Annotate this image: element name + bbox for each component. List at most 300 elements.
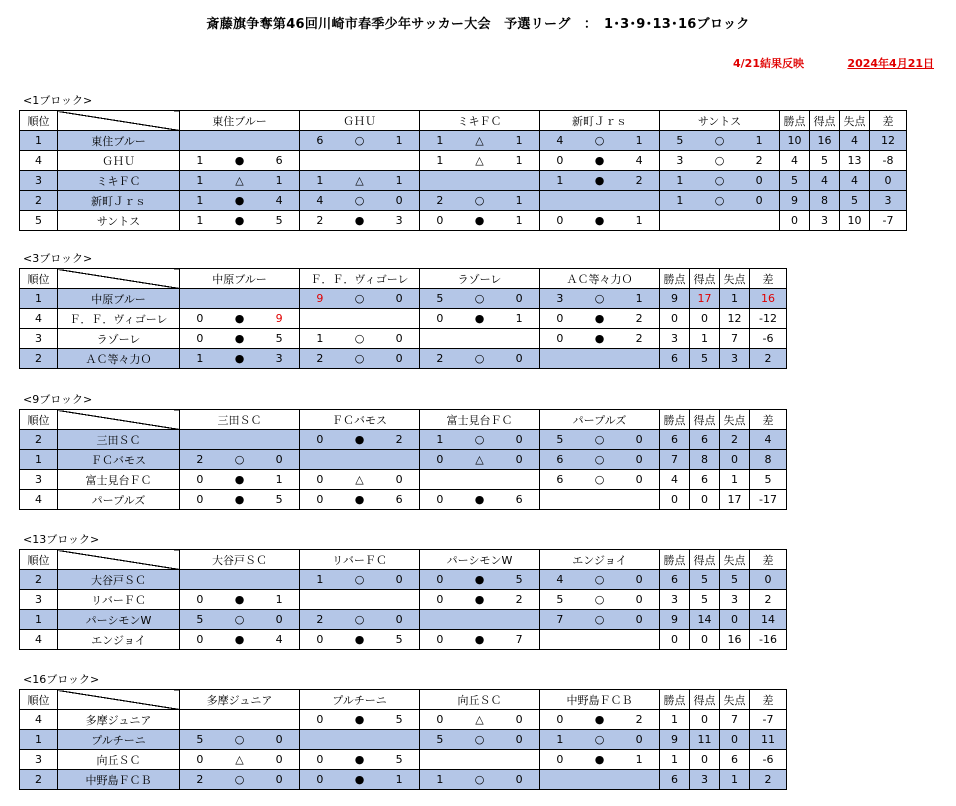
score-own: 0 — [436, 214, 444, 227]
diff-cell: 16 — [750, 289, 787, 309]
diff-cell: 5 — [750, 470, 787, 490]
score-own: 0 — [196, 312, 204, 325]
points-cell: 1 — [660, 710, 690, 730]
result-mark: ● — [354, 214, 365, 227]
match-result-cell — [420, 151, 540, 171]
score-opponent: 0 — [395, 473, 403, 486]
match-result-cell — [540, 289, 660, 309]
match-result-cell — [180, 191, 300, 211]
goals-for-cell: 0 — [690, 309, 720, 329]
diff-cell: -16 — [750, 630, 787, 650]
result-mark: ○ — [354, 194, 365, 207]
rank-header: 順位 — [20, 550, 58, 570]
table-row — [20, 191, 907, 211]
block-label: <1ブロック> — [23, 94, 93, 107]
match-result-cell — [540, 470, 660, 490]
points-cell: 9 — [660, 289, 690, 309]
match-result-cell — [180, 450, 300, 470]
team-column-header: サントス — [660, 111, 780, 131]
match-result-cell — [420, 630, 540, 650]
score-own: 2 — [316, 613, 324, 626]
corner-cell — [58, 269, 180, 289]
table-row — [20, 590, 787, 610]
score-opponent: 0 — [635, 593, 643, 606]
score-own: 1 — [196, 154, 204, 167]
score-own: 1 — [196, 194, 204, 207]
result-mark: △ — [355, 174, 364, 187]
result-mark: ● — [234, 154, 245, 167]
score-own: 0 — [196, 493, 204, 506]
result-mark: ○ — [474, 352, 485, 365]
header-row — [20, 111, 907, 131]
goals-against-cell: 7 — [720, 710, 750, 730]
result-mark: ○ — [594, 292, 605, 305]
result-mark: ● — [594, 154, 605, 167]
match-result-cell — [300, 131, 420, 151]
score-own: 1 — [196, 174, 204, 187]
table-row — [20, 610, 787, 630]
score-opponent: 0 — [395, 194, 403, 207]
score-own: 2 — [196, 773, 204, 786]
score-opponent: 5 — [515, 573, 523, 586]
result-mark: ○ — [474, 433, 485, 446]
points-cell: 9 — [660, 610, 690, 630]
goals-against-cell: 1 — [720, 289, 750, 309]
match-result-cell — [180, 329, 300, 349]
result-mark: ○ — [354, 573, 365, 586]
team-name-cell: 中原ブルー — [58, 289, 180, 309]
team-column-header: 富士見台ＦＣ — [420, 410, 540, 430]
diff-cell: -7 — [750, 710, 787, 730]
result-mark: ○ — [354, 134, 365, 147]
goals-for-header: 得点 — [690, 690, 720, 710]
result-mark: ○ — [354, 352, 365, 365]
score-opponent: 1 — [635, 753, 643, 766]
points-cell: 6 — [660, 430, 690, 450]
self-match-cell — [300, 450, 420, 470]
score-opponent: 1 — [275, 174, 283, 187]
match-result-cell — [420, 289, 540, 309]
team-name-cell: 新町Ｊｒｓ — [58, 191, 180, 211]
score-opponent: 0 — [515, 433, 523, 446]
score-own: 6 — [556, 453, 564, 466]
table-row — [20, 430, 787, 450]
header-row — [20, 269, 787, 289]
match-result-cell — [180, 770, 300, 790]
score-opponent: 0 — [515, 713, 523, 726]
result-mark: ● — [474, 573, 485, 586]
score-opponent: 2 — [635, 713, 643, 726]
points-cell: 4 — [660, 470, 690, 490]
goals-for-cell: 1 — [690, 329, 720, 349]
team-column-header: ＦＣバモス — [300, 410, 420, 430]
result-mark: △ — [475, 713, 484, 726]
score-own: 6 — [556, 473, 564, 486]
table-row — [20, 450, 787, 470]
self-match-cell — [660, 211, 780, 231]
league-table — [19, 409, 787, 510]
table-row — [20, 329, 787, 349]
self-match-cell — [180, 570, 300, 590]
table-row — [20, 630, 787, 650]
match-result-cell — [180, 171, 300, 191]
score-own: 1 — [436, 134, 444, 147]
goals-against-cell: 1 — [720, 770, 750, 790]
score-own: 4 — [556, 573, 564, 586]
points-cell: 6 — [660, 770, 690, 790]
score-own: 1 — [556, 733, 564, 746]
result-mark: ● — [594, 753, 605, 766]
match-result-cell — [300, 710, 420, 730]
result-mark: ○ — [234, 613, 245, 626]
goals-against-cell: 6 — [720, 750, 750, 770]
team-name-cell: ＧＨＵ — [58, 151, 180, 171]
corner-cell — [58, 410, 180, 430]
goals-for-cell: 14 — [690, 610, 720, 630]
score-own: 1 — [316, 174, 324, 187]
score-own: 0 — [316, 633, 324, 646]
score-opponent: 0 — [635, 473, 643, 486]
result-mark: ● — [234, 332, 245, 345]
points-cell: 6 — [660, 570, 690, 590]
goals-against-cell: 0 — [720, 730, 750, 750]
score-own: 0 — [316, 713, 324, 726]
result-mark: ● — [594, 312, 605, 325]
league-table — [19, 268, 787, 369]
match-result-cell — [420, 349, 540, 369]
match-result-cell — [300, 329, 420, 349]
self-match-cell — [180, 430, 300, 450]
points-cell: 0 — [660, 630, 690, 650]
block-label: <9ブロック> — [23, 393, 93, 406]
score-own: 2 — [196, 453, 204, 466]
table-row — [20, 171, 907, 191]
corner-cell — [58, 111, 180, 131]
match-result-cell — [180, 349, 300, 369]
match-result-cell — [540, 211, 660, 231]
score-own: 1 — [556, 174, 564, 187]
score-own: 0 — [196, 332, 204, 345]
score-own: 1 — [316, 573, 324, 586]
goals-against-header: 失点 — [720, 269, 750, 289]
table-row — [20, 309, 787, 329]
match-result-cell — [300, 750, 420, 770]
score-opponent: 0 — [755, 174, 763, 187]
result-mark: ○ — [594, 733, 605, 746]
league-table — [19, 689, 787, 790]
table-row — [20, 131, 907, 151]
score-opponent: 4 — [635, 154, 643, 167]
goals-for-cell: 8 — [690, 450, 720, 470]
self-match-cell — [540, 630, 660, 650]
team-column-header: パーシモンW — [420, 550, 540, 570]
match-result-cell — [300, 490, 420, 510]
match-result-cell — [540, 329, 660, 349]
team-name-cell: エンジョイ — [58, 630, 180, 650]
diff-cell: 2 — [750, 349, 787, 369]
rank-cell: 4 — [20, 151, 58, 171]
score-own: 0 — [436, 573, 444, 586]
goals-against-cell: 17 — [720, 490, 750, 510]
result-mark: ● — [354, 753, 365, 766]
diff-cell: 2 — [750, 770, 787, 790]
table-row — [20, 211, 907, 231]
result-mark: ○ — [354, 332, 365, 345]
score-own: 1 — [676, 174, 684, 187]
score-opponent: 0 — [515, 453, 523, 466]
score-own: 3 — [676, 154, 684, 167]
goals-against-header: 失点 — [720, 690, 750, 710]
team-name-cell: ＦＣバモス — [58, 450, 180, 470]
match-result-cell — [540, 151, 660, 171]
score-opponent: 1 — [755, 134, 763, 147]
score-opponent: 0 — [275, 453, 283, 466]
points-cell: 6 — [660, 349, 690, 369]
points-cell: 4 — [780, 151, 810, 171]
score-own: 6 — [316, 134, 324, 147]
score-opponent: 0 — [275, 613, 283, 626]
goals-against-cell: 3 — [720, 590, 750, 610]
result-mark: ● — [474, 312, 485, 325]
match-result-cell — [420, 131, 540, 151]
match-result-cell — [660, 191, 780, 211]
rank-header: 順位 — [20, 410, 58, 430]
score-own: 0 — [556, 214, 564, 227]
result-mark: △ — [235, 753, 244, 766]
score-opponent: 0 — [515, 773, 523, 786]
score-own: 1 — [436, 154, 444, 167]
rank-header: 順位 — [20, 269, 58, 289]
match-result-cell — [300, 191, 420, 211]
block-label: <16ブロック> — [23, 673, 100, 686]
score-own: 0 — [316, 773, 324, 786]
score-opponent: 2 — [515, 593, 523, 606]
diff-cell: 8 — [750, 450, 787, 470]
score-own: 0 — [316, 433, 324, 446]
score-opponent: 1 — [515, 312, 523, 325]
match-result-cell — [420, 309, 540, 329]
team-column-header: 東住ブルー — [180, 111, 300, 131]
score-opponent: 1 — [515, 194, 523, 207]
score-opponent: 0 — [275, 733, 283, 746]
team-column-header: ミキＦＣ — [420, 111, 540, 131]
result-mark: ● — [474, 493, 485, 506]
diff-cell: 11 — [750, 730, 787, 750]
match-result-cell — [540, 610, 660, 630]
score-own: 0 — [436, 493, 444, 506]
goals-for-cell: 3 — [810, 211, 840, 231]
score-opponent: 1 — [395, 174, 403, 187]
rank-cell: 4 — [20, 630, 58, 650]
match-result-cell — [660, 171, 780, 191]
result-mark: ● — [474, 214, 485, 227]
team-name-cell: 三田ＳＣ — [58, 430, 180, 450]
score-opponent: 1 — [515, 154, 523, 167]
result-mark: ○ — [354, 292, 365, 305]
score-own: 0 — [196, 593, 204, 606]
goals-for-cell: 17 — [690, 289, 720, 309]
team-name-cell: 東住ブルー — [58, 131, 180, 151]
team-column-header: ＡＣ等々力Ｏ — [540, 269, 660, 289]
rank-cell: 2 — [20, 430, 58, 450]
result-mark: ○ — [594, 613, 605, 626]
self-match-cell — [300, 151, 420, 171]
team-column-header: ラゾーレ — [420, 269, 540, 289]
result-mark: ● — [234, 214, 245, 227]
match-result-cell — [420, 450, 540, 470]
result-mark: ○ — [594, 134, 605, 147]
self-match-cell — [420, 329, 540, 349]
score-opponent: 1 — [395, 773, 403, 786]
match-result-cell — [180, 610, 300, 630]
match-result-cell — [300, 430, 420, 450]
match-result-cell — [420, 710, 540, 730]
goals-for-header: 得点 — [810, 111, 840, 131]
rank-header: 順位 — [20, 111, 58, 131]
result-mark: △ — [355, 473, 364, 486]
rank-cell: 3 — [20, 750, 58, 770]
score-opponent: 1 — [275, 593, 283, 606]
match-result-cell — [180, 490, 300, 510]
self-match-cell — [540, 191, 660, 211]
diff-cell: 14 — [750, 610, 787, 630]
team-column-header: 向丘ＳＣ — [420, 690, 540, 710]
points-cell: 1 — [660, 750, 690, 770]
score-opponent: 0 — [635, 613, 643, 626]
rank-cell: 4 — [20, 710, 58, 730]
score-own: 1 — [316, 332, 324, 345]
match-result-cell — [540, 171, 660, 191]
points-cell: 3 — [660, 329, 690, 349]
score-opponent: 6 — [515, 493, 523, 506]
score-opponent: 5 — [395, 713, 403, 726]
points-cell: 9 — [780, 191, 810, 211]
match-result-cell — [300, 211, 420, 231]
goals-for-cell: 8 — [810, 191, 840, 211]
diff-cell: -12 — [750, 309, 787, 329]
score-own: 0 — [436, 633, 444, 646]
team-name-cell: ミキＦＣ — [58, 171, 180, 191]
score-opponent: 5 — [395, 753, 403, 766]
score-own: 0 — [436, 453, 444, 466]
score-opponent: 5 — [275, 493, 283, 506]
result-mark: ● — [234, 352, 245, 365]
score-opponent: 2 — [755, 154, 763, 167]
rank-cell: 1 — [20, 289, 58, 309]
result-mark: ○ — [234, 773, 245, 786]
match-result-cell — [300, 610, 420, 630]
goals-against-cell: 12 — [720, 309, 750, 329]
score-own: 2 — [316, 352, 324, 365]
team-column-header: 新町Ｊｒｓ — [540, 111, 660, 131]
score-opponent: 1 — [515, 134, 523, 147]
score-own: 0 — [556, 332, 564, 345]
team-name-cell: ＡＣ等々力Ｏ — [58, 349, 180, 369]
self-match-cell — [180, 131, 300, 151]
result-mark: ○ — [234, 733, 245, 746]
diff-header: 差 — [750, 550, 787, 570]
result-mark: ○ — [594, 593, 605, 606]
team-column-header: 中野島ＦＣＢ — [540, 690, 660, 710]
team-name-cell: 向丘ＳＣ — [58, 750, 180, 770]
match-result-cell — [540, 710, 660, 730]
match-result-cell — [540, 590, 660, 610]
table-row — [20, 730, 787, 750]
goals-against-cell: 0 — [720, 610, 750, 630]
header-row — [20, 410, 787, 430]
rank-cell: 1 — [20, 610, 58, 630]
score-opponent: 0 — [395, 292, 403, 305]
match-result-cell — [660, 131, 780, 151]
table-row — [20, 151, 907, 171]
score-own: 4 — [556, 134, 564, 147]
score-own: 0 — [556, 753, 564, 766]
score-opponent: 3 — [275, 352, 283, 365]
match-result-cell — [180, 750, 300, 770]
rank-cell: 4 — [20, 309, 58, 329]
self-match-cell — [180, 710, 300, 730]
diff-header: 差 — [750, 410, 787, 430]
score-opponent: 1 — [635, 134, 643, 147]
goals-against-cell: 10 — [840, 211, 870, 231]
score-opponent: 0 — [395, 573, 403, 586]
result-mark: ● — [594, 174, 605, 187]
points-cell: 7 — [660, 450, 690, 470]
match-result-cell — [540, 131, 660, 151]
team-column-header: リバーＦＣ — [300, 550, 420, 570]
score-opponent: 1 — [635, 292, 643, 305]
team-name-cell: プルチーニ — [58, 730, 180, 750]
score-own: 5 — [556, 433, 564, 446]
block-label: <3ブロック> — [23, 252, 93, 265]
result-mark: ○ — [714, 194, 725, 207]
result-mark: ○ — [714, 134, 725, 147]
score-opponent: 2 — [635, 332, 643, 345]
score-own: 0 — [436, 713, 444, 726]
diff-cell: 3 — [870, 191, 907, 211]
rank-cell: 2 — [20, 191, 58, 211]
team-name-cell: パープルズ — [58, 490, 180, 510]
score-own: 3 — [556, 292, 564, 305]
diff-cell: -8 — [870, 151, 907, 171]
score-opponent: 2 — [395, 433, 403, 446]
goals-for-cell: 0 — [690, 490, 720, 510]
score-opponent: 3 — [395, 214, 403, 227]
goals-for-cell: 16 — [810, 131, 840, 151]
match-result-cell — [180, 151, 300, 171]
team-column-header: 三田ＳＣ — [180, 410, 300, 430]
score-opponent: 0 — [635, 433, 643, 446]
score-own: 2 — [436, 352, 444, 365]
score-own: 5 — [436, 733, 444, 746]
rank-cell: 5 — [20, 211, 58, 231]
header-row — [20, 690, 787, 710]
goals-against-cell: 1 — [720, 470, 750, 490]
score-own: 1 — [676, 194, 684, 207]
points-cell: 10 — [780, 131, 810, 151]
score-opponent: 0 — [515, 352, 523, 365]
result-mark: ● — [234, 473, 245, 486]
rank-cell: 3 — [20, 329, 58, 349]
rank-cell: 3 — [20, 590, 58, 610]
score-opponent: 1 — [515, 214, 523, 227]
update-note: 4/21結果反映 — [733, 57, 804, 70]
score-opponent: 0 — [515, 733, 523, 746]
score-opponent: 4 — [275, 633, 283, 646]
goals-against-cell: 4 — [840, 131, 870, 151]
goals-for-cell: 0 — [690, 630, 720, 650]
result-mark: △ — [475, 134, 484, 147]
